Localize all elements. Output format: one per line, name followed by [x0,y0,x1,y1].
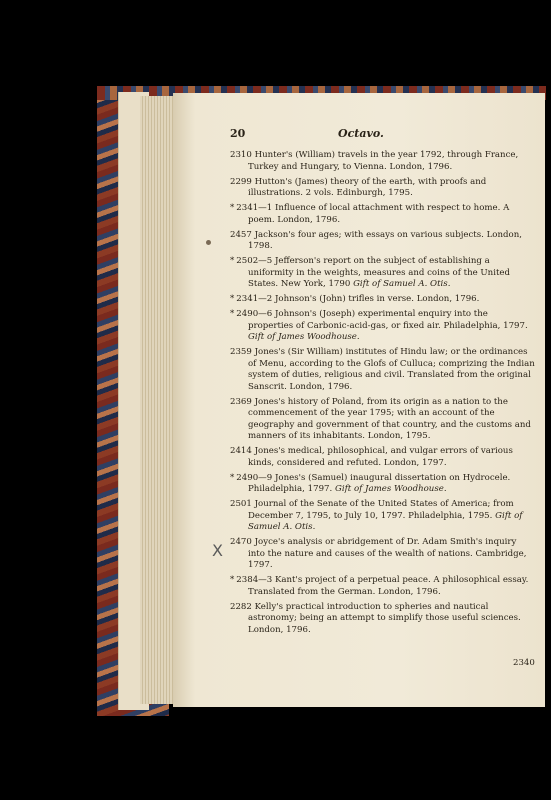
ink-spot [206,240,211,245]
gift-note: Gift of Samuel A. Otis. [248,510,523,532]
gift-note: Gift of Samuel A. Otis. [353,279,451,289]
catalog-entry [230,294,535,306]
catalog-entry [230,203,535,226]
entry-text: 2369 Jones's history of Poland, from its origin as a nation to the commencement of the year 1795; with an account of the geography and government of that country, and the customs and manners of its inhabitants. London, 1795. [230,396,531,441]
entry-text: 2310 Hunter's (William) travels in the year 1792, through France, Turkey and Hungary, to Vienna. London, 1796. [230,150,519,172]
entry-text: 2359 Jones's (Sir William) institutes of Hindu law; or the ordinances of Menu, according to the Glofs of Culluca; comprizing the Indian system of duties, religious and civil. Translated from the original Sanscrit. London, 1796. [230,347,535,392]
catalog-entry [230,397,535,443]
catalog-entries [230,150,535,636]
entry-text: 2470 Joyce's analysis or abridgement of Dr. Adam Smith's inquiry into the nature and causes of the wealth of nations. Cambridge, 1797. [230,537,527,570]
catalog-entry [230,575,535,598]
catalog-entry [230,602,535,637]
catalog-entry [230,150,535,173]
entry-text: 2490—9 Jones's (Samuel) inaugural dissertation on Hydrocele. Philadelphia, 1797. [236,472,511,494]
catalog-entry [230,537,535,572]
entry-text: 2502—5 Jefferson's report on the subject of establishing a uniformity in the weights, measures and coins of the United States. New York, 1790 [236,256,510,289]
catalog-entry [230,309,535,344]
catalog-entry [230,347,535,393]
entry-text: 2341—1 Influence of local attachment with respect to home. A poem. London, 1796. [236,203,510,225]
star-mark: * [230,472,235,483]
page-text-block [230,128,535,640]
entry-text: 2457 Jackson's four ages; with essays on various subjects. London, 1798. [230,229,522,251]
page-number: 20 [230,127,246,140]
running-header [230,128,535,146]
entry-text: 2384—3 Kant's project of a perpetual peace. A philosophical essay. Translated from the German. London, 1796. [236,575,529,597]
catalog-entry [230,446,535,469]
star-mark: * [230,309,235,319]
page-title: Octavo. [338,127,384,140]
catchword: 2340 [513,658,535,668]
entry-text: 2501 Journal of the Senate of the United States of America; from December 7, 1795, to July 10, 1797. Philadelphia, 1795. [230,499,514,521]
gift-note: Gift of James Woodhouse. [334,484,447,494]
entry-text: 2299 Hutton's (James) theory of the earth, with proofs and illustrations. 2 vols. Edinburgh, 1795. [230,176,487,198]
catalog-entry [230,499,535,534]
entry-text: 2282 Kelly's practical introduction to spheries and nautical astronomy; being an attempt to simplify those useful sciences. London, 1796. [230,601,521,635]
star-mark: * [230,203,235,213]
star-mark: * [230,575,235,585]
catalog-entry [230,256,535,291]
entry-text: 2341—2 Johnson's (John) trifles in verse. London, 1796. [236,294,480,304]
gift-note: Gift of James Woodhouse. [248,332,360,342]
entry-text: 2414 Jones's medical, philosophical, and vulgar errors of various kinds, considered and refuted. London, 1797. [230,446,513,468]
entry-text: 2490—6 Johnson's (Joseph) experimental enquiry into the properties of Carbonic-acid-gas, or fixed air. Philadelphia, 1797. [236,309,528,331]
catalog-entry [230,230,535,253]
star-mark: * [230,256,235,266]
catalog-entry [230,473,535,496]
margin-x-mark: X [212,541,223,560]
star-mark: * [230,294,235,304]
catalog-entry [230,177,535,200]
